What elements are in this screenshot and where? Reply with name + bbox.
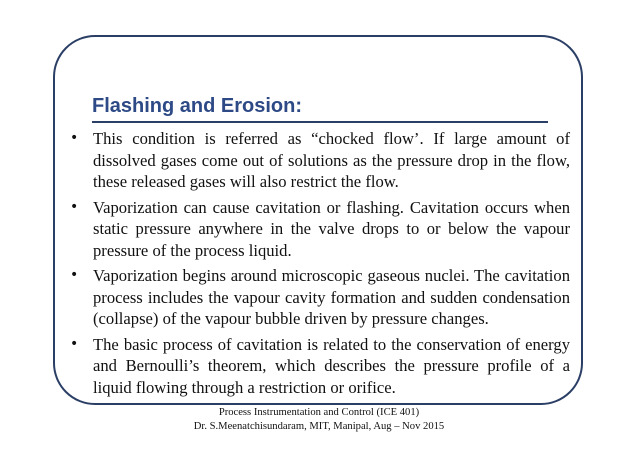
slide-title: Flashing and Erosion: — [92, 95, 303, 117]
bullet-item — [70, 265, 570, 330]
bullet-dot-icon: • — [70, 267, 79, 283]
footer-course: Process Instrumentation and Control (ICE 401) — [218, 407, 420, 418]
bullet-text: The basic process of cavitation is related to the conservation of energy and Bernoulli’s theorem, which describes the pressure profile of a liquid flowing through a restriction or orifice. — [93, 334, 570, 397]
bullet-dot-icon: • — [70, 198, 79, 215]
bullet-item — [70, 197, 570, 262]
bullet-list — [70, 128, 570, 402]
title-underline — [92, 121, 548, 123]
bullet-text: This condition is referred as “chocked flow’. If large amount of dissolved gases come out of solutions as the pressure drop in the flow, these released gases will also restrict the flow. — [93, 129, 570, 191]
bullet-text: Vaporization begins around microscopic gaseous nuclei. The cavitation process includes the vapour cavity formation and sudden condensation (collapse) of the vapour bubble driven by pressure changes. — [93, 266, 570, 328]
bullet-text: Vaporization can cause cavitation or flashing. Cavitation occurs when static pressure anywhere in the valve drops to or below the vapour pressure of the process liquid. — [93, 197, 570, 260]
footer-author: Dr. S.Meenatchisundaram, MIT, Manipal, Aug – Nov 2015 — [193, 421, 445, 432]
bullet-item — [70, 334, 570, 399]
bullet-item — [70, 128, 570, 193]
bullet-dot-icon: • — [70, 130, 79, 146]
bullet-dot-icon: • — [70, 335, 79, 352]
